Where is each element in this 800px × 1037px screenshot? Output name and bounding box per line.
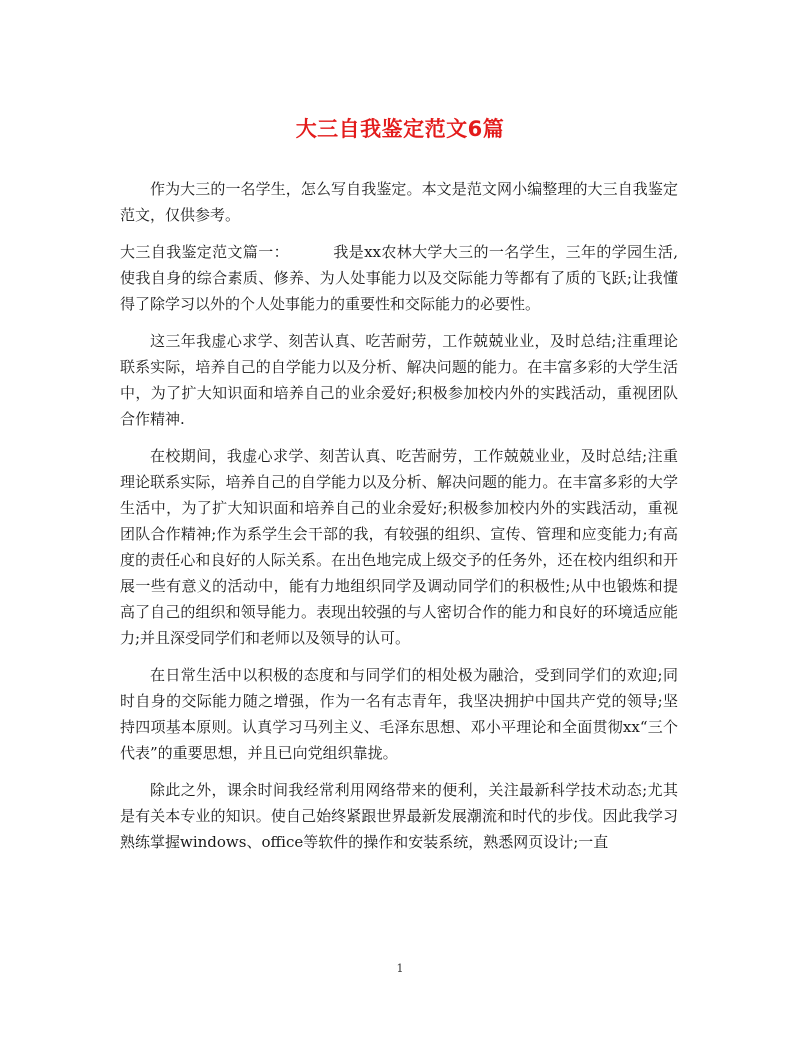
section-heading: 大三自我鉴定范文篇一：: [120, 243, 289, 261]
body-paragraph-3: 在日常生活中以积极的态度和与同学们的相处极为融洽，受到同学们的欢迎;同时自身的交际能力随之增强，作为一名有志青年，我坚决拥护中国共产党的领导;坚持四项基本原则。认真学习马列主义、毛泽东思想、邓小平理论和全面贯彻xx“三个代表”的重要思想，并且已向党组织靠拢。: [120, 666, 678, 762]
document-body: [120, 176, 678, 866]
section-paragraph: [120, 239, 678, 317]
page-number: 1: [396, 962, 404, 975]
body-paragraph-1: 这三年我虚心求学、刻苦认真、吃苦耐劳，工作兢兢业业，及时总结;注重理论联系实际，培养自己的自学能力以及分析、解决问题的能力。在丰富多彩的大学生活中，为了扩大知识面和培养自己的业余爱好;积极参加校内外的实践活动，重视团队合作精神.: [120, 332, 678, 428]
page-title: 大三自我鉴定范文6篇: [295, 117, 505, 141]
intro-paragraph: 作为大三的一名学生，怎么写自我鉴定。本文是范文网小编整理的大三自我鉴定范文，仅供参考。: [120, 180, 678, 224]
section-first-text: 我是xx农林大学大三的一名学生，三年的学园生活,使我自身的综合素质、修养、为人处事能力以及交际能力等都有了质的飞跃;让我懂得了除学习以外的个人处事能力的重要性和交际能力的必要性。: [120, 243, 678, 313]
body-paragraph-2: 在校期间，我虚心求学、刻苦认真、吃苦耐劳，工作兢兢业业，及时总结;注重理论联系实际，培养自己的自学能力以及分析、解决问题的能力。在丰富多彩的大学生活中，为了扩大知识面和培养自己的业余爱好;积极参加校内外的实践活动，重视团队合作精神;作为系学生会干部的我，有较强的组织、宣传、管理和应变能力;有高度的责任心和良好的人际关系。在出色地完成上级交予的任务外，还在校内组织和开展一些有意义的活动中，能有力地组织同学及调动同学们的积极性;从中也锻炼和提高了自己的组织和领导能力。表现出较强的与人密切合作的能力和良好的环境适应能力;并且深受同学们和老师以及领导的认可。: [120, 447, 678, 647]
body-paragraph-4: 除此之外，课余时间我经常利用网络带来的便利，关注最新科学技术动态;尤其是有关本专业的知识。使自己始终紧跟世界最新发展潮流和时代的步伐。因此我学习熟练掌握windows、office等软件的操作和安装系统，熟悉网页设计;一直: [120, 781, 678, 851]
